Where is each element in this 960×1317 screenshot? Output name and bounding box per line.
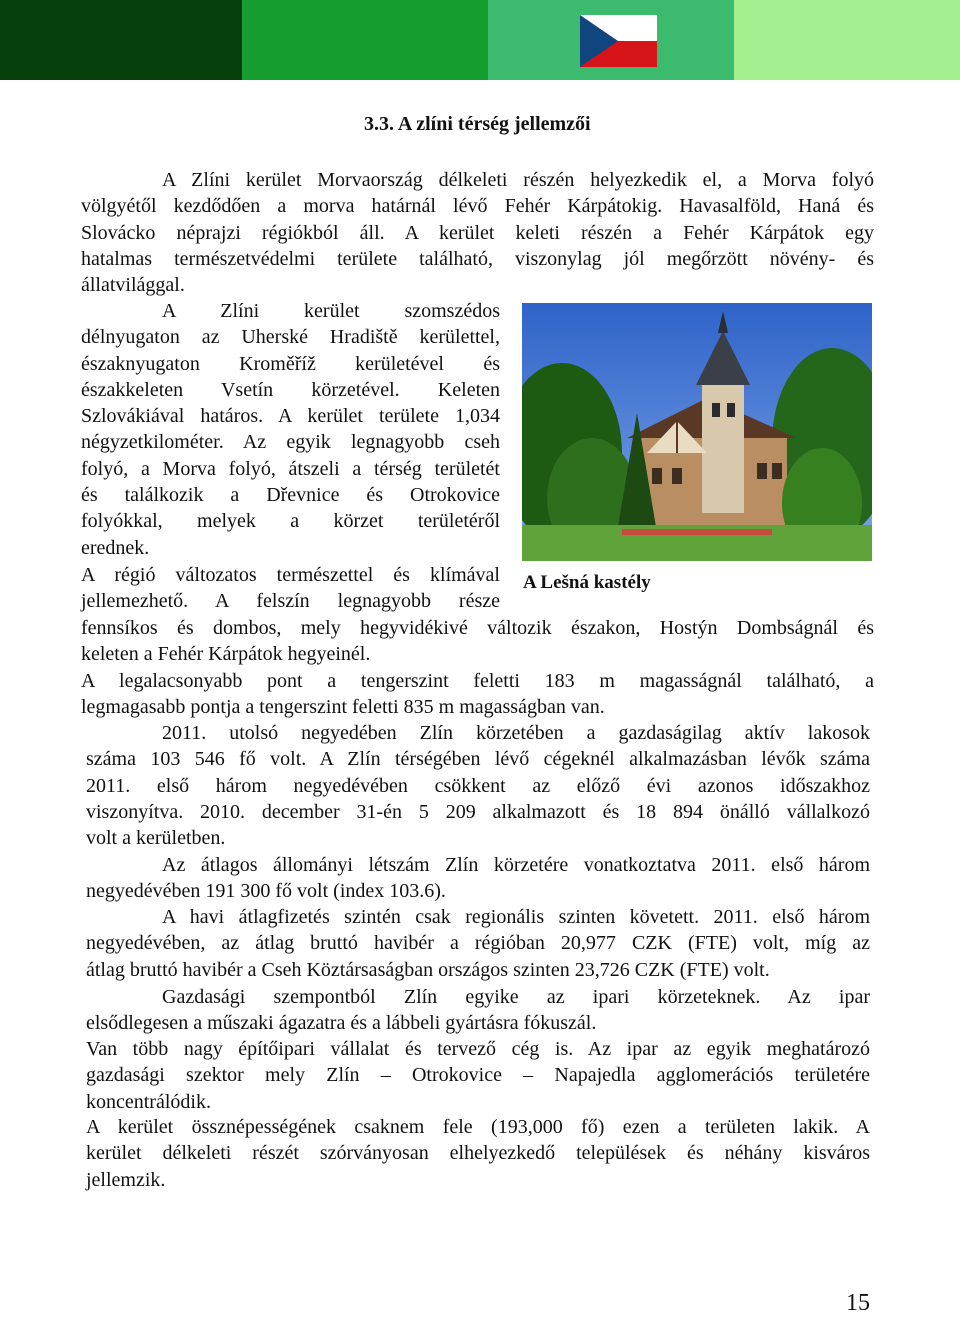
text-line: volt a kerületben. (86, 827, 226, 850)
text-line: viszonyítva. 2010. december 31-én 5 209 alkalmazott és 18 894 önálló vállalkozó (86, 800, 870, 823)
text-line: keleten a Fehér Kárpátok hegyeinél. (81, 643, 371, 666)
text-line: koncentrálódik. (86, 1090, 211, 1113)
text-line: legmagasabb pontja a tengerszint feletti 835 m magasságban van. (81, 696, 605, 719)
text-line: negyedévében 191 300 fő volt (index 103.6). (86, 880, 446, 903)
text-line: negyedévében, az átlag bruttó havibér a régióban 20,977 CZK (FTE) volt, míg az (86, 932, 870, 955)
header-band-dark (0, 0, 242, 80)
photo-caption: A Lešná kastély (523, 572, 651, 593)
intro-paragraph (81, 167, 874, 298)
text-line: négyzetkilométer. Az egyik legnagyobb cseh (81, 431, 500, 454)
text-line: Slovácko néprajzi régiókból áll. A kerület keleti részén a Fehér Kárpátok egy (81, 221, 874, 244)
text-line: gazdasági szektor mely Zlín – Otrokovice – Napajedla agglomerációs területére (86, 1064, 870, 1087)
page-number: 15 (846, 1290, 870, 1316)
text-line: hatalmas természetvédelmi területe található, viszonylag jól megőrzött növény- és (81, 247, 874, 270)
text-line: fennsíkos és dombos, mely hegyvidékivé változik északon, Hostýn Dombságnál és (81, 617, 874, 639)
text-line: északnyugaton Kroměříž kerületével és (81, 352, 500, 375)
text-line: északkeleten Vsetín körzetével. Keleten (81, 378, 500, 401)
salary-paragraph (86, 904, 870, 983)
text-line: és találkozik a Dřevnice és Otrokovice (81, 484, 500, 507)
castle-photo (522, 303, 872, 561)
text-line: Az átlagos állományi létszám Zlín körzetére vonatkoztatva 2011. első három (162, 854, 870, 876)
text-line: A havi átlagfizetés szintén csak regionális szinten követett. 2011. első három (162, 906, 870, 928)
text-line: A legalacsonyabb pont a tengerszint feletti 183 m magasságnál található, a (81, 670, 874, 692)
section-title: 3.3. A zlíni térség jellemzői (364, 113, 591, 135)
text-line: folyókkal, melyek a körzet területéről (81, 510, 500, 533)
czech-flag-icon (580, 15, 657, 67)
employment-paragraph (86, 720, 870, 851)
text-line: délnyugaton az Uherské Hradiště kerülettel, (81, 326, 500, 349)
text-line: folyó, a Morva folyó, átszeli a térség területét (81, 457, 500, 480)
staff-paragraph (86, 852, 870, 905)
text-line: Gazdasági szempontból Zlín egyike az ipari körzeteknek. Az ipar (162, 986, 870, 1008)
climate-paragraph-rest (81, 615, 874, 668)
header-band-light (734, 0, 960, 80)
text-line: A kerület össznépességének csaknem fele (193,000 fő) ezen a területen lakik. A (86, 1116, 870, 1138)
text-line: jellemzik. (86, 1168, 166, 1191)
text-line: erednek. (81, 536, 150, 559)
text-line: kerület délkeleti részét szórványosan elhelyezkedő települések és néhány kisváros (86, 1142, 870, 1165)
text-line: elsődlegesen a műszaki ágazatra és a lábbeli gyártásra fókuszál. (86, 1012, 597, 1035)
industry-paragraph (86, 984, 870, 1037)
text-line: Szlovákiával határos. A kerület területe 1,034 (81, 405, 500, 428)
text-line: Van több nagy építőipari vállalat és tervező cég is. Az ipar az egyik meghatározó (86, 1038, 870, 1060)
altitude-paragraph (81, 668, 874, 721)
text-line: állatvilággal. (81, 274, 185, 297)
population-paragraph (86, 1114, 870, 1193)
text-line: 2011. utolsó negyedében Zlín körzetében a gazdaságilag aktív lakosok (162, 722, 870, 744)
construction-paragraph (86, 1036, 870, 1115)
text-line: száma 103 546 fő volt. A Zlín térségében lévő cégeknél alkalmazásban lévők száma (86, 748, 870, 771)
header-band-green (242, 0, 488, 80)
text-line: A Zlíni kerület Morvaország délkeleti részén helyezkedik el, a Morva folyó (162, 169, 874, 191)
climate-paragraph-start (81, 562, 500, 615)
text-line: A régió változatos természettel és klímával (81, 564, 500, 586)
text-line: A Zlíni kerület szomszédos (162, 300, 500, 322)
text-line: jellemezhető. A felszín legnagyobb része (81, 590, 500, 613)
text-line: völgyétől kezdődően a morva határnál lévő Fehér Kárpátokig. Havasalföld, Haná és (81, 195, 874, 218)
text-line: átlag bruttó havibér a Cseh Köztársaságban országos szinten 23,726 CZK (FTE) volt. (86, 958, 770, 981)
text-line: 2011. első három negyedévében csökkent az előző évi azonos időszakhoz (86, 774, 870, 797)
neighbors-paragraph (81, 298, 500, 561)
